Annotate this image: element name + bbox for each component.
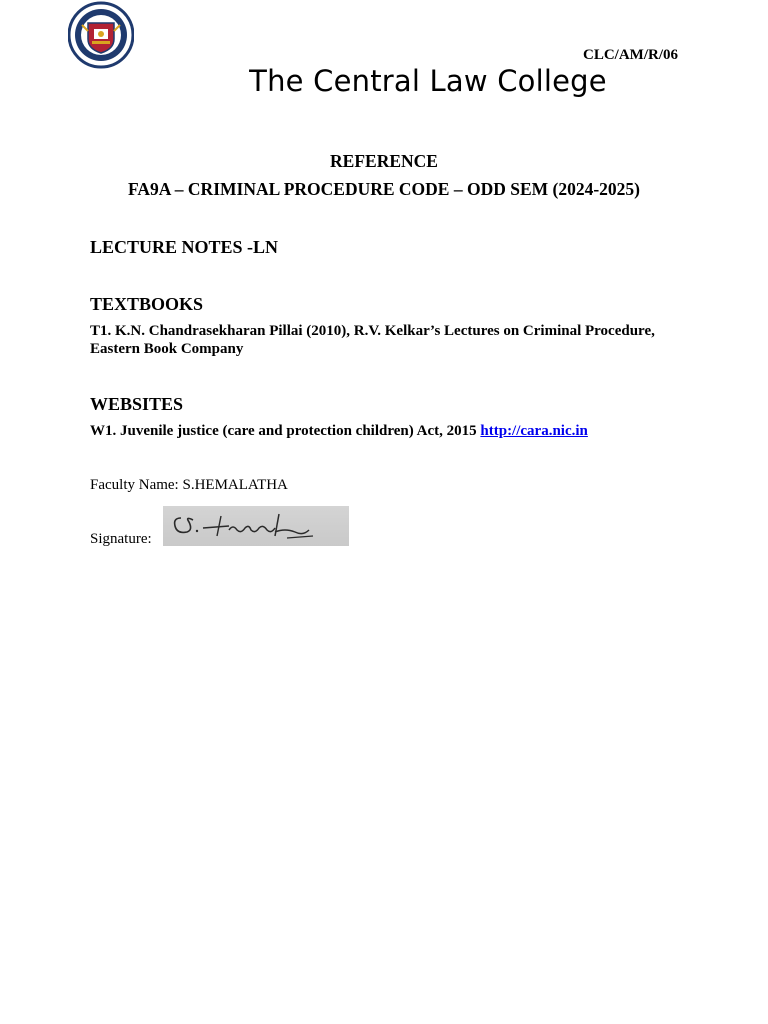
lecture-notes-heading: LECTURE NOTES -LN bbox=[90, 237, 279, 257]
signature-image bbox=[163, 506, 349, 546]
faculty-name: Faculty Name: S.HEMALATHA bbox=[90, 477, 288, 493]
textbooks-heading: TEXTBOOKS bbox=[90, 294, 204, 314]
website-entry bbox=[90, 422, 690, 440]
course-title: FA9A – CRIMINAL PROCEDURE CODE – ODD SEM (2024-2025) bbox=[127, 179, 641, 199]
college-name: The Central Law College bbox=[249, 64, 607, 98]
reference-heading: REFERENCE bbox=[330, 151, 438, 171]
website-entry-text: W1. Juvenile justice (care and protection children) Act, 2015 bbox=[90, 423, 477, 439]
college-crest-icon bbox=[68, 1, 134, 69]
website-link[interactable]: http://cara.nic.in bbox=[480, 423, 588, 439]
websites-heading: WEBSITES bbox=[90, 394, 184, 414]
signature-label: Signature: bbox=[90, 531, 152, 547]
document-code: CLC/AM/R/06 bbox=[583, 47, 678, 63]
textbook-entry: T1. K.N. Chandrasekharan Pillai (2010), R.V. Kelkar’s Lectures on Criminal Procedure, Eastern Book Company bbox=[90, 323, 655, 357]
